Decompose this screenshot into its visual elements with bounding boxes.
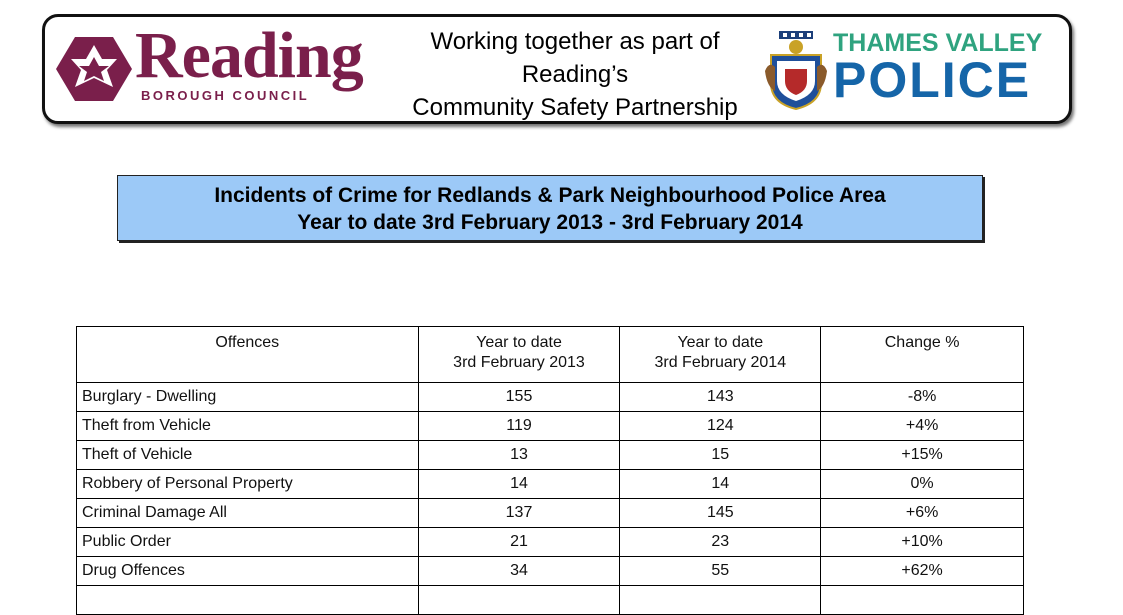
- partnership-line-2: Reading’s: [521, 61, 629, 88]
- police-name-top: THAMES VALLEY: [833, 29, 1043, 57]
- partnership-text: [390, 25, 760, 124]
- table-row: [77, 383, 1024, 412]
- offence-cell: Burglary - Dwelling: [77, 383, 419, 412]
- report-title-line-1: Incidents of Crime for Redlands & Park Neighbourhood Police Area: [214, 184, 886, 207]
- year-2014-cell: 14: [620, 470, 821, 499]
- change-cell: +15%: [821, 441, 1024, 470]
- change-cell: -8%: [821, 383, 1024, 412]
- header-year-2013-line-2: 3rd February 2013: [453, 354, 585, 371]
- offence-cell: Public Order: [77, 528, 419, 557]
- header-year-2014-line-2: 3rd February 2014: [654, 354, 787, 371]
- offence-cell: Robbery of Personal Property: [77, 470, 419, 499]
- change-cell: +4%: [821, 412, 1024, 441]
- table-row: [77, 499, 1024, 528]
- year-2013-cell: 119: [418, 412, 620, 441]
- year-2013-cell: 14: [418, 470, 620, 499]
- reading-council-logo: [55, 35, 133, 103]
- change-cell: +62%: [821, 557, 1024, 586]
- table-header-row: [77, 327, 1024, 383]
- table-row: [77, 470, 1024, 499]
- table-row: [77, 412, 1024, 441]
- header-change: Change %: [821, 327, 1024, 383]
- table-row: [77, 528, 1024, 557]
- report-title-line-2: Year to date 3rd February 2013 - 3rd February 2014: [297, 211, 803, 234]
- offence-cell: Drug Offences: [77, 557, 419, 586]
- year-2013-cell: 34: [418, 557, 620, 586]
- year-2014-cell: 143: [620, 383, 821, 412]
- report-title: [117, 175, 983, 241]
- police-crest-icon: [763, 31, 829, 111]
- header-year-2014-line-1: Year to date: [677, 334, 764, 351]
- partnership-line-3: Community Safety Partnership: [412, 94, 738, 121]
- change-cell: +6%: [821, 499, 1024, 528]
- header-year-2014: [620, 327, 821, 383]
- year-2013-cell: 13: [418, 441, 620, 470]
- change-cell: +10%: [821, 528, 1024, 557]
- year-2014-cell: 55: [620, 557, 821, 586]
- year-2014-cell: 15: [620, 441, 821, 470]
- year-2013-cell: 137: [418, 499, 620, 528]
- header-banner: [42, 14, 1072, 124]
- year-2014-cell: 145: [620, 499, 821, 528]
- table-row: [77, 441, 1024, 470]
- change-cell: 0%: [821, 470, 1024, 499]
- header-offences: Offences: [77, 327, 419, 383]
- partnership-line-1: Working together as part of: [430, 28, 720, 55]
- header-year-2013: [418, 327, 620, 383]
- council-name: Reading: [135, 19, 363, 92]
- year-2013-cell: 155: [418, 383, 620, 412]
- offence-cell: Theft from Vehicle: [77, 412, 419, 441]
- police-name-bottom: POLICE: [833, 52, 1032, 108]
- crime-table: [76, 326, 1024, 615]
- header-year-2013-line-1: Year to date: [476, 334, 562, 351]
- year-2014-cell: 124: [620, 412, 821, 441]
- table-row: [77, 557, 1024, 586]
- offence-cell: Criminal Damage All: [77, 499, 419, 528]
- year-2014-cell: 23: [620, 528, 821, 557]
- offence-cell: Theft of Vehicle: [77, 441, 419, 470]
- year-2013-cell: 21: [418, 528, 620, 557]
- council-subtitle: BOROUGH COUNCIL: [141, 88, 310, 103]
